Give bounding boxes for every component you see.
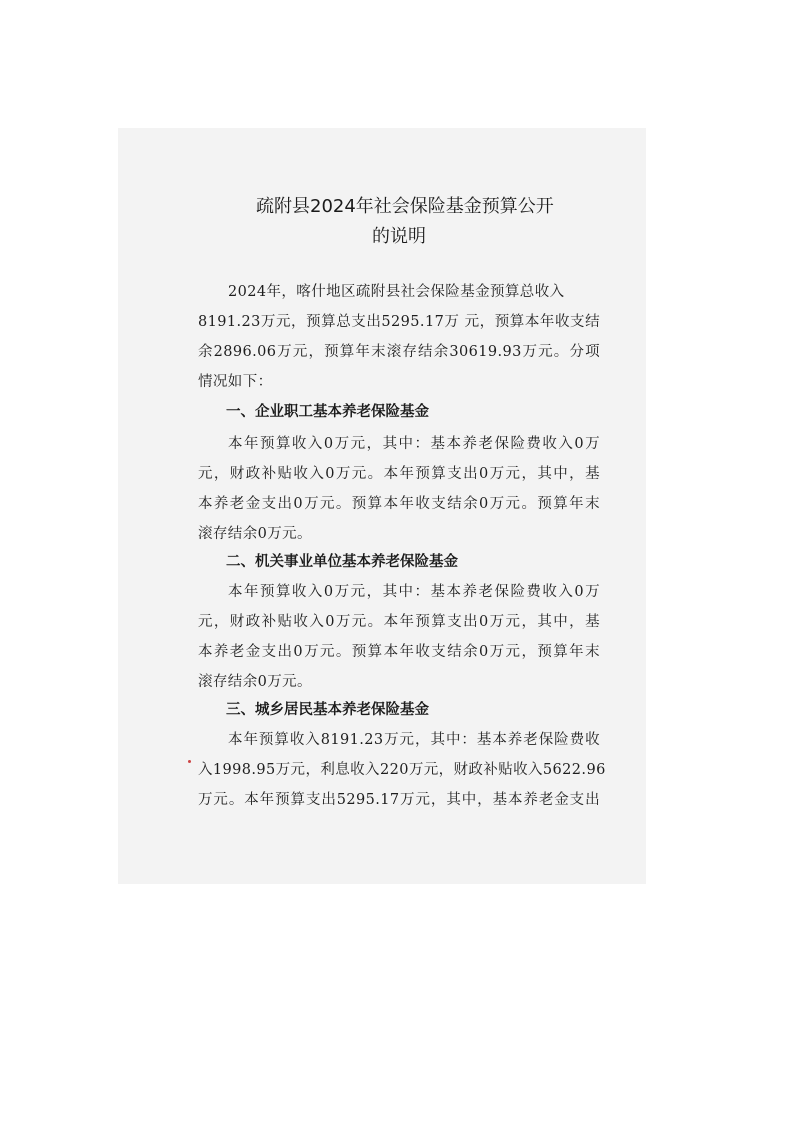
section-heading-3: 三、城乡居民基本养老保险基金 [226, 702, 429, 718]
section-1-line-2: 元，财政补贴收入0万元。本年预算支出0万元，其中，基 [198, 466, 600, 482]
section-3-line-3: 万元。本年预算支出5295.17万元，其中，基本养老金支出 [198, 792, 600, 808]
section-3-line-2: 入1998.95万元，利息收入220万元，财政补贴收入5622.96 [198, 762, 606, 778]
section-1-line-4: 滚存结余0万元。 [198, 526, 312, 542]
document-title-line-1: 疏附县2024年社会保险基金预算公开 [256, 196, 554, 217]
section-2-line-3: 本养老金支出0万元。预算本年收支结余0万元，预算年末 [198, 644, 600, 660]
intro-line-3: 余2896.06万元，预算年末滚存结余30619.93万元。分项 [198, 344, 600, 360]
intro-line-4: 情况如下： [198, 374, 273, 390]
section-2-line-4: 滚存结余0万元。 [198, 674, 312, 690]
section-1-line-3: 本养老金支出0万元。预算本年收支结余0万元。预算年末 [198, 496, 600, 512]
section-heading-1: 一、企业职工基本养老保险基金 [226, 404, 429, 420]
section-3-line-1: 本年预算收入8191.23万元，其中：基本养老保险费收 [228, 732, 600, 748]
section-1-line-1: 本年预算收入0万元，其中：基本养老保险费收入0万 [228, 436, 600, 452]
intro-line-2: 8191.23万元，预算总支出5295.17万 元，预算本年收支结 [198, 314, 600, 330]
document-title-line-2: 的说明 [372, 226, 426, 247]
section-heading-2: 二、机关事业单位基本养老保险基金 [226, 554, 458, 570]
scan-speck [188, 760, 191, 763]
intro-line-1: 2024年，喀什地区疏附县社会保险基金预算总收入 [228, 284, 565, 300]
section-2-line-1: 本年预算收入0万元，其中：基本养老保险费收入0万 [228, 584, 600, 600]
section-2-line-2: 元，财政补贴收入0万元。本年预算支出0万元，其中，基 [198, 614, 600, 630]
